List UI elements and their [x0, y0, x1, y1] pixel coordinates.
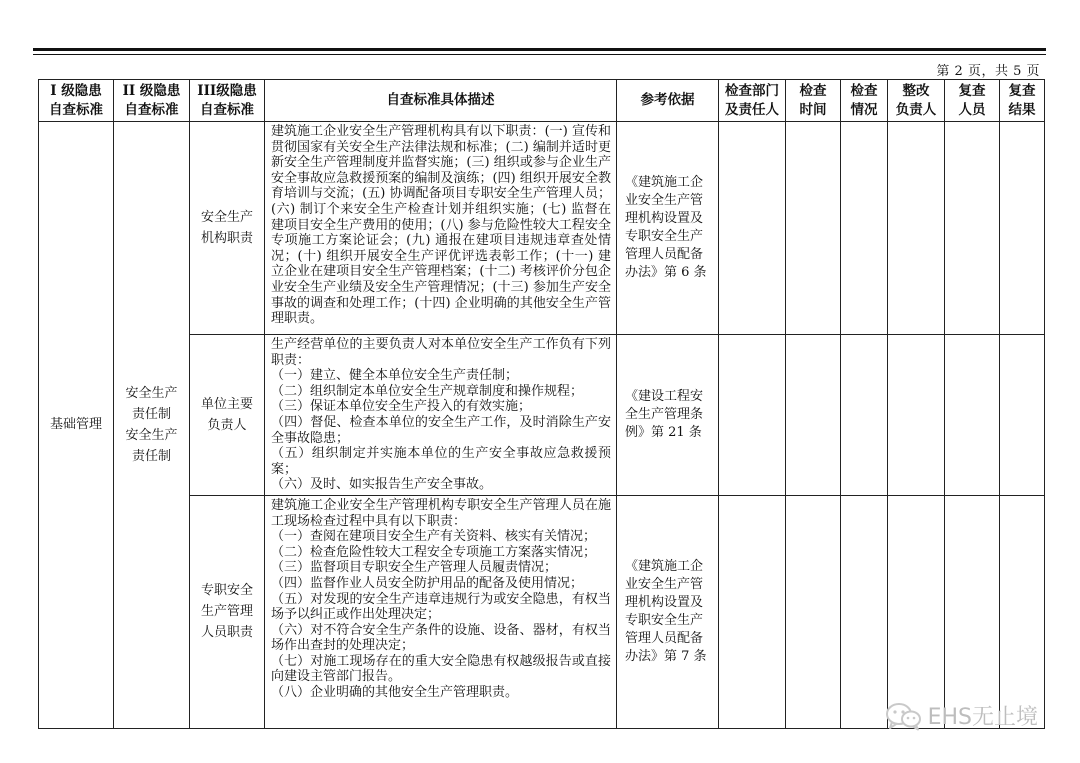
reviewer-cell[interactable] [945, 335, 1000, 496]
level3-cell: 单位主要 负责人 [190, 335, 265, 496]
table-row [39, 495, 1045, 728]
header-description: 自查标准具体描述 [265, 80, 617, 122]
description-line: （三）监督项目专职安全生产管理人员履责情况； [271, 560, 558, 576]
description-line: （八）企业明确的其他安全生产管理职责。 [271, 685, 519, 701]
header-time: 检查 时间 [786, 80, 841, 122]
description-line: （二）检查危险性较大工程安全专项施工方案落实情况； [271, 544, 597, 560]
description-line: （三）保证本单位安全生产投入的有效实施； [271, 399, 532, 415]
description-cell [265, 335, 617, 496]
owner-cell[interactable] [888, 335, 945, 496]
header-result: 复查 结果 [1000, 80, 1045, 122]
status-cell[interactable] [841, 335, 888, 496]
header-level3: III级隐患 自查标准 [190, 80, 265, 122]
hazard-checklist-table [38, 79, 1045, 729]
result-cell[interactable] [1000, 122, 1045, 335]
time-cell[interactable] [786, 122, 841, 335]
description-cell [265, 122, 617, 335]
description-line: 建筑施工企业安全生产管理机构专职安全生产管理人员在施工现场检查过程中具有以下职责： [271, 497, 611, 529]
description-line: 生产经营单位的主要负责人对本单位安全生产工作负有下列职责： [271, 337, 611, 368]
status-cell[interactable] [841, 122, 888, 335]
result-cell[interactable] [1000, 495, 1045, 728]
time-cell[interactable] [786, 495, 841, 728]
watermark [884, 700, 1038, 731]
dept-cell[interactable] [719, 495, 786, 728]
description-line: （五）对发现的安全生产违章违规行为或安全隐患，有权当场予以纠正或作出处理决定； [271, 591, 611, 623]
page-number: 第 2 页，共 5 页 [936, 64, 1040, 79]
basis-cell: 《建设工程安全生产管理条例》第 21 条 [617, 335, 719, 496]
level1-cell: 基础管理 [39, 122, 114, 729]
reviewer-cell[interactable] [945, 122, 1000, 335]
description-line: （五）组织制定并实施本单位的生产安全事故应急救援预案； [271, 446, 611, 477]
description-line: （七）对施工现场存在的重大安全隐患有权越级报告或直接向建设主管部门报告。 [271, 653, 611, 685]
dept-cell[interactable] [719, 122, 786, 335]
time-cell[interactable] [786, 335, 841, 496]
basis-cell: 《建筑施工企业安全生产管理机构设置及专职安全生产管理人员配备办法》第 7 条 [617, 495, 719, 728]
level2-cell: 安全生产 责任制 安全生产 责任制 [114, 122, 190, 729]
description-line: 建筑施工企业安全生产管理机构具有以下职责：(一) 宣传和贯彻国家有关安全生产法律法规和标准；(二) 编制并适时更新安全生产管理制度并监督实施；(三) 组织或参与企业生产安全事故应急救援预案的编制及演练；(四) 组织开展安全教育培训与交流；(五) 协调配备项目专职安全生产管理人员；(六) 制订个来安全生产检查计划并组织实施；(七) 监督在建项目安全生产费用的使用；(八) 参与危险性较大工程安全专项施工方案论证会；(九) 通报在建项目违规违章查处情况；(十) 组织开展安全生产评优评选表彰工作；(十一) 建立企业在建项目安全生产管理档案；(十二) 考核评价分包企业安全生产业绩及安全生产管理情况；(十三) 参加生产安全事故的调查和处理工作；(十四) 企业明确的其他安全生产管理职责。 [271, 124, 611, 327]
status-cell[interactable] [841, 495, 888, 728]
description-line: （一）查阅在建项目安全生产有关资料、核实有关情况； [271, 529, 597, 545]
header-dept: 检查部门 及责任人 [719, 80, 786, 122]
description-line: （四）监督作业人员安全防护用品的配备及使用情况； [271, 575, 584, 591]
description-cell [265, 495, 617, 728]
header-rule-thin [33, 54, 1046, 55]
header-reviewer: 复查 人员 [945, 80, 1000, 122]
header-level2: II 级隐患 自查标准 [114, 80, 190, 122]
level3-cell: 安全生产 机构职责 [190, 122, 265, 335]
owner-cell[interactable] [888, 495, 945, 728]
header-row [39, 80, 1045, 122]
table-row [39, 122, 1045, 335]
wechat-icon [884, 701, 924, 731]
watermark-text: EHS无止境 [927, 705, 1038, 730]
header-owner: 整改 负责人 [888, 80, 945, 122]
result-cell[interactable] [1000, 335, 1045, 496]
description-line: （六）及时、如实报告生产安全事故。 [271, 477, 493, 493]
reviewer-cell[interactable] [945, 495, 1000, 728]
header-status: 检查 情况 [841, 80, 888, 122]
table-row [39, 335, 1045, 496]
description-line: （二）组织制定本单位安全生产规章制度和操作规程； [271, 383, 584, 399]
header-level1: I 级隐患 自查标准 [39, 80, 114, 122]
description-line: （六）对不符合安全生产条件的设施、设备、器材，有权当场作出查封的处理决定； [271, 622, 611, 654]
description-line: （一）建立、健全本单位安全生产责任制； [271, 368, 519, 384]
basis-cell: 《建筑施工企业安全生产管理机构设置及专职安全生产管理人员配备办法》第 6 条 [617, 122, 719, 335]
level3-cell: 专职安全 生产管理 人员职责 [190, 495, 265, 728]
header-basis: 参考依据 [617, 80, 719, 122]
header-rule-thick [33, 48, 1046, 51]
owner-cell[interactable] [888, 122, 945, 335]
description-line: （四）督促、检查本单位的安全生产工作，及时消除生产安全事故隐患； [271, 414, 611, 446]
dept-cell[interactable] [719, 335, 786, 496]
